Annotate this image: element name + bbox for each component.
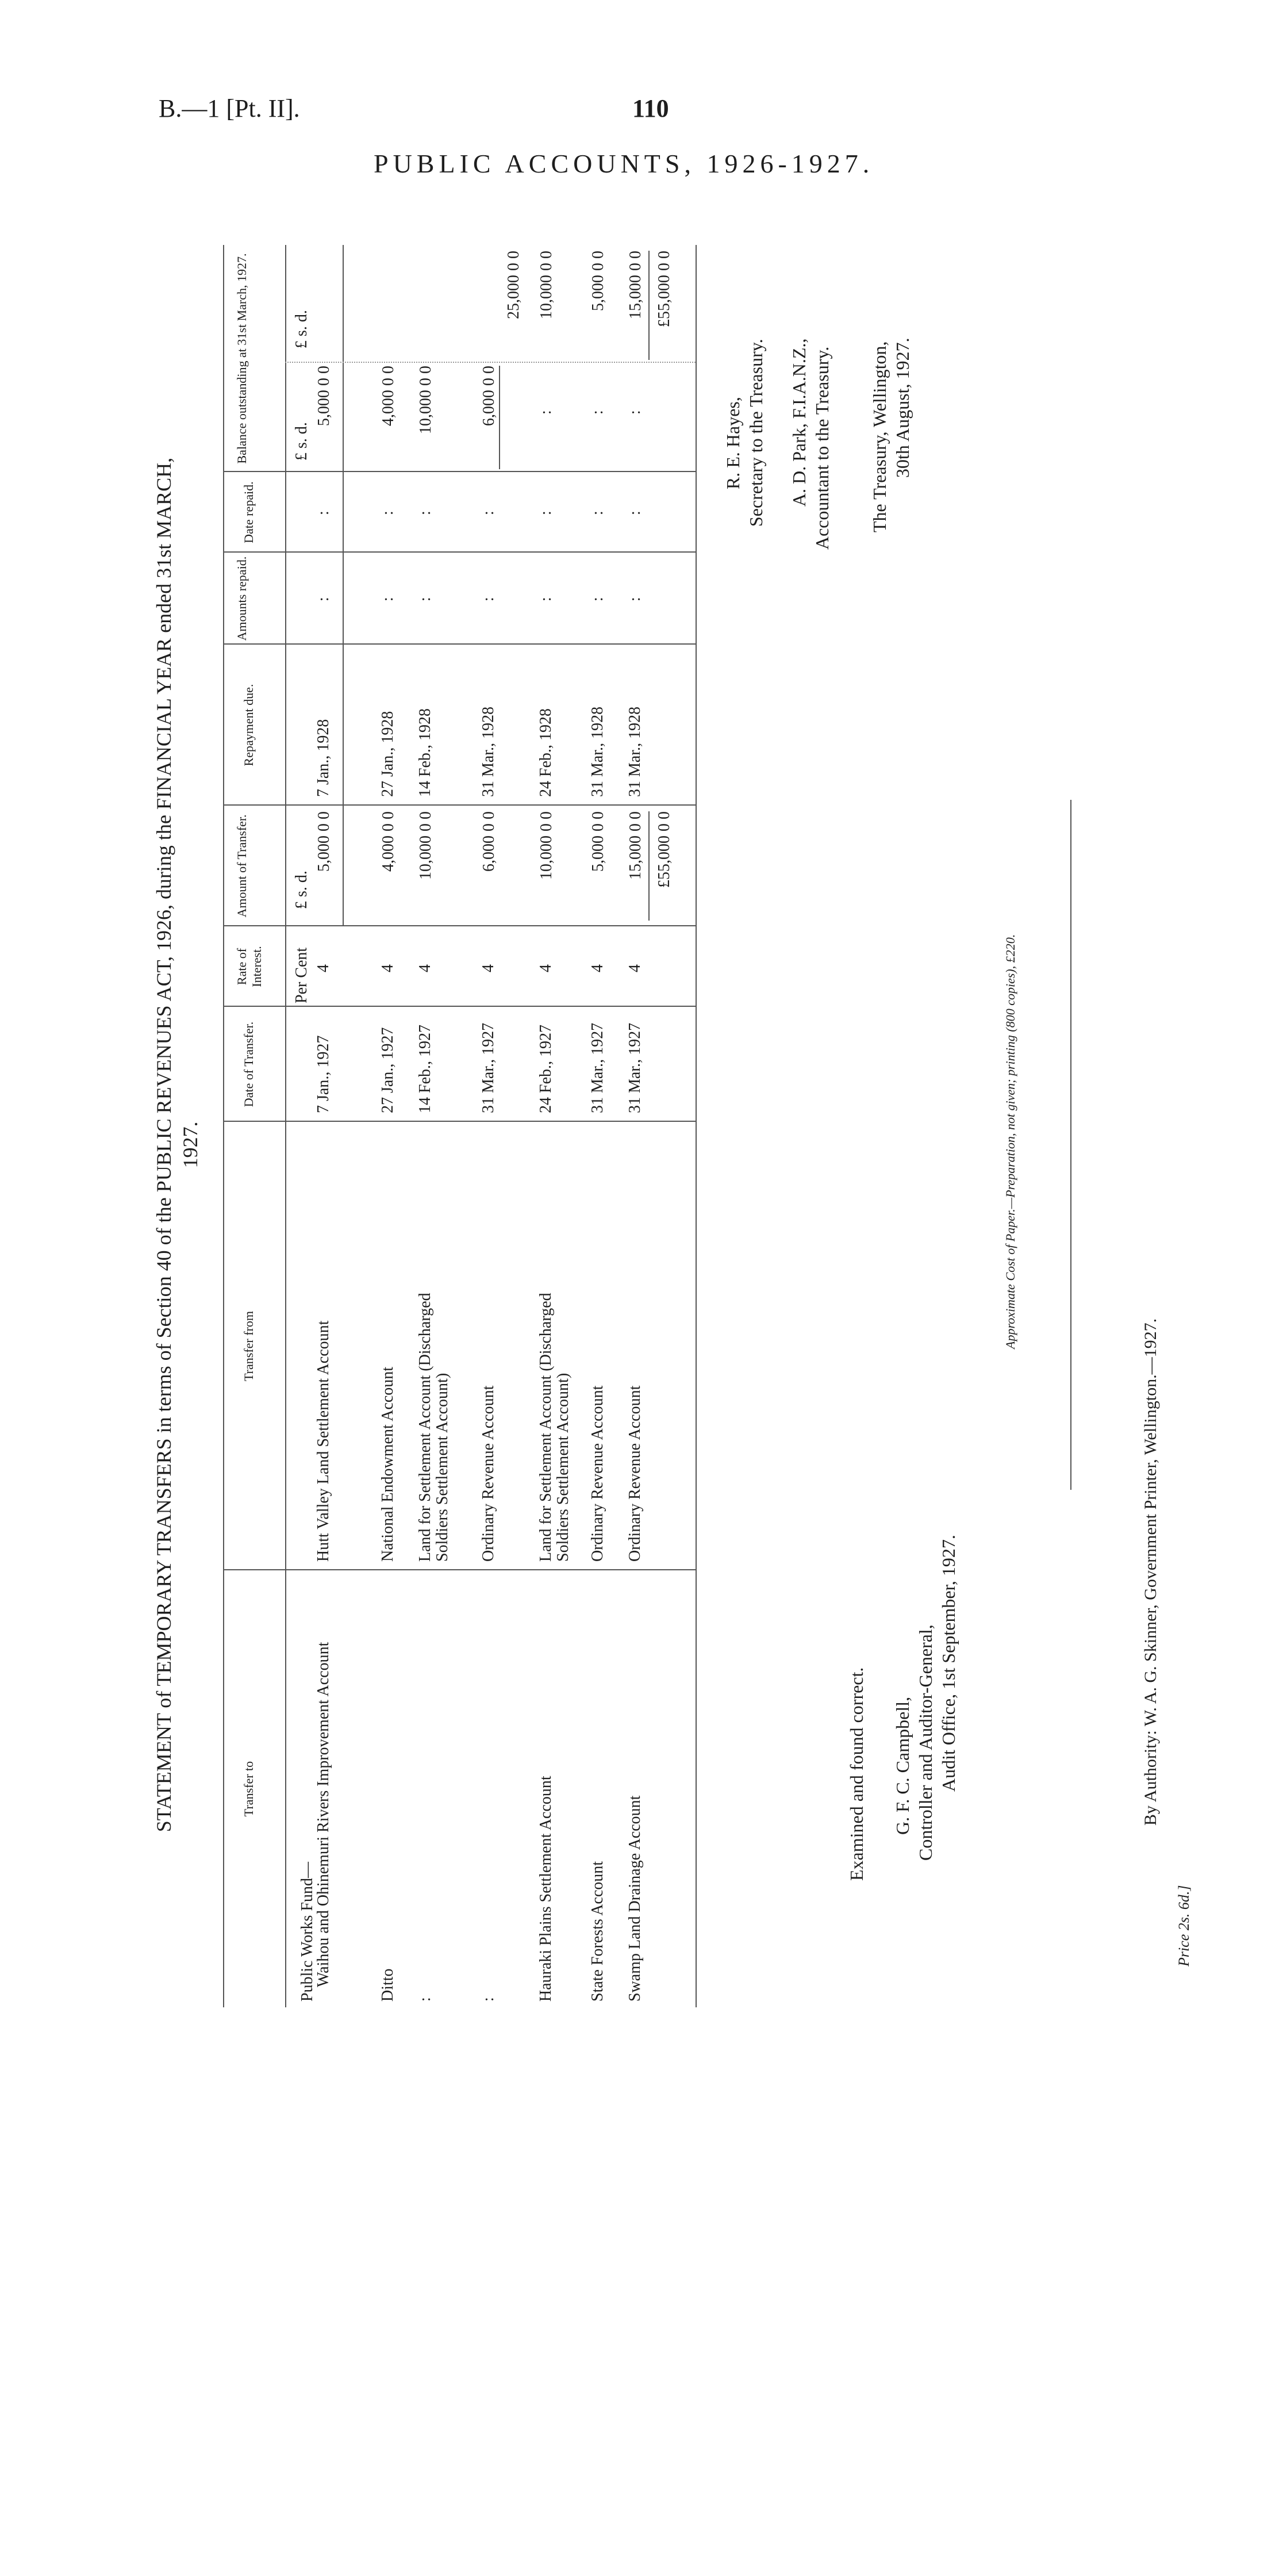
row-4-date-repaid: : [479, 511, 497, 515]
treasury-secretary-title: Secretary to the Treasury. [746, 339, 766, 527]
row-5-amounts-repaid: : [537, 597, 555, 601]
row-4-rate: 4 [479, 964, 497, 972]
header-date-of-transfer: Date of Transfer. [241, 1021, 256, 1107]
statement-title [151, 225, 203, 2065]
total-amount-of-transfer: £55,000 0 0 [655, 811, 673, 888]
price-note: Price 2s. 6d.] [1176, 1885, 1192, 1966]
row-4-transfer-from: Ordinary Revenue Account [479, 1385, 497, 1562]
row-2-date: 27 Jan., 1927 [379, 1027, 397, 1113]
total-rule [648, 811, 650, 921]
row-5-date-repaid: : [537, 511, 555, 515]
row-3-balance: 10,000 0 0 [417, 366, 435, 434]
row-1-date-repaid: : [314, 511, 332, 515]
row-1-amount: 5,000 0 0 [315, 811, 333, 872]
balance-subheader-rule [343, 245, 344, 926]
audit-place-date: Audit Office, 1st September, 1927. [938, 1535, 959, 1792]
row-7-transfer-from: Ordinary Revenue Account [626, 1385, 644, 1562]
row-2-amount: 4,000 0 0 [379, 811, 397, 872]
unit-lsd: £ s. d. [293, 871, 310, 909]
unit-lsd: £ s. d. [293, 310, 310, 348]
audit-examined: Examined and found correct. [846, 1667, 867, 1881]
row-4-date: 31 Mar., 1927 [479, 1022, 497, 1113]
subtotal-rule [499, 366, 500, 469]
header-transfer-from: Transfer from [241, 1311, 256, 1381]
treasury-place: The Treasury, Wellington, [869, 341, 890, 532]
row-7-amounts-repaid: : [626, 597, 644, 601]
row-4-balance-subtotal: 25,000 0 0 [505, 251, 523, 319]
statement-title-line2: 1927. [179, 1121, 202, 1168]
row-6-date: 31 Mar., 1927 [589, 1022, 606, 1113]
row-1-balance: 5,000 0 0 [315, 366, 333, 426]
row-7-transfer-to: Swamp Land Drainage Account [626, 1795, 644, 2002]
header-transfer-to: Transfer to [241, 1761, 256, 1817]
row-3-amounts-repaid: : [416, 597, 434, 601]
cost-note: Approximate Cost of Paper.—Preparation, not given; printing (800 copies), £220. [1003, 934, 1017, 1349]
row-1-transfer-to-detail: Waihou and Ohinemuri Rivers Improvement Account [314, 1642, 332, 1987]
authority-rule [1070, 800, 1071, 1490]
row-3-repayment-due: 14 Feb., 1928 [416, 708, 434, 797]
row-7-balance: : [626, 410, 644, 415]
row-2-transfer-from: National Endowment Account [379, 1366, 397, 1562]
statement-title-line1: STATEMENT of TEMPORARY TRANSFERS in terms of Section 40 of the PUBLIC REVENUES ACT, 1926, during the FINANCIAL YEAR ended 31st MARCH, [152, 457, 175, 1833]
row-6-transfer-to: State Forests Account [589, 1861, 606, 2002]
column-divider [223, 643, 696, 645]
row-4-transfer-to: : [479, 1997, 497, 2002]
row-4-repayment-due: 31 Mar., 1928 [479, 706, 497, 797]
column-divider [223, 1121, 696, 1122]
row-5-date: 24 Feb., 1927 [537, 1025, 555, 1113]
row-1-amounts-repaid: : [314, 597, 332, 601]
header-repayment-due: Repayment due. [241, 684, 256, 766]
printer-authority: By Authority: W. A. G. Skinner, Government Printer, Wellington.—1927. [1141, 1318, 1160, 1826]
column-divider [223, 925, 696, 926]
row-1-date: 7 Jan., 1927 [314, 1035, 332, 1113]
row-6-date-repaid: : [589, 511, 606, 515]
treasury-accountant-title: Accountant to the Treasury. [812, 346, 832, 550]
row-3-amount: 10,000 0 0 [417, 811, 435, 880]
row-7-repayment-due: 31 Mar., 1928 [626, 706, 644, 797]
row-7-balance-subtotal: 15,000 0 0 [627, 251, 644, 319]
header-amounts-repaid: Amounts repaid. [235, 556, 249, 641]
row-6-repayment-due: 31 Mar., 1928 [589, 706, 606, 797]
row-5-repayment-due: 24 Feb., 1928 [537, 708, 555, 797]
row-7-rate: 4 [626, 964, 644, 972]
treasury-secretary-name: R. E. Hayes, [723, 397, 743, 489]
row-2-repayment-due: 27 Jan., 1928 [379, 711, 397, 797]
column-divider [223, 804, 696, 806]
row-6-amount: 5,000 0 0 [589, 811, 607, 872]
paper-reference: B.—1 [Pt. II]. [159, 94, 300, 122]
row-2-amounts-repaid: : [379, 597, 397, 601]
row-6-amounts-repaid: : [589, 597, 606, 601]
row-1-transfer-from: Hutt Valley Land Settlement Account [314, 1320, 332, 1562]
table-bottom-rule [696, 245, 697, 2007]
audit-signatory: G. F. C. Campbell, [892, 1696, 913, 1835]
row-3-rate: 4 [416, 964, 434, 972]
column-divider-dotted [285, 362, 696, 363]
row-7-amount: 15,000 0 0 [627, 811, 644, 880]
row-6-transfer-from: Ordinary Revenue Account [589, 1385, 606, 1562]
rotated-statement-page [0, 225, 1035, 2065]
header-amount-of-transfer: Amount of Transfer. [235, 814, 249, 918]
row-6-balance-subtotal: 5,000 0 0 [589, 251, 607, 311]
column-divider [223, 471, 696, 472]
header-date-repaid: Date repaid. [241, 481, 256, 543]
column-divider [223, 1569, 696, 1570]
row-4-amount: 6,000 0 0 [480, 811, 498, 872]
row-1-rate: 4 [314, 964, 332, 972]
authority-wrapper [1116, 1828, 1139, 2576]
row-1-repayment-due: 7 Jan., 1928 [314, 719, 332, 797]
unit-per-cent: Per Cent [293, 947, 310, 1003]
row-1-transfer-to: Public Works Fund— [298, 1861, 316, 2002]
row-5-balance: : [537, 410, 555, 415]
row-5-balance-subtotal: 10,000 0 0 [537, 251, 555, 319]
audit-title: Controller and Auditor-General, [915, 1624, 936, 1861]
row-2-balance: 4,000 0 0 [379, 366, 397, 426]
row-3-transfer-from: Land for Settlement Account (Discharged Soldiers Settlement Account) [416, 1293, 451, 1562]
treasury-accountant-name: A. D. Park, F.I.A.N.Z., [789, 338, 809, 507]
row-6-rate: 4 [589, 964, 606, 972]
row-4-balance: 6,000 0 0 [480, 366, 498, 426]
treasury-date: 30th August, 1927. [892, 338, 913, 478]
page-number: 110 [632, 94, 669, 122]
running-title: PUBLIC ACCOUNTS, 1926-1927. [374, 149, 874, 178]
row-3-date-repaid: : [416, 511, 434, 515]
row-3-transfer-to: : [416, 1997, 434, 2002]
row-2-date-repaid: : [379, 511, 397, 515]
header-balance-outstanding: Balance outstanding at 31st March, 1927. [235, 253, 249, 464]
column-divider [223, 551, 696, 553]
row-5-amount: 10,000 0 0 [537, 811, 555, 880]
row-4-amounts-repaid: : [479, 597, 497, 601]
column-divider [223, 1006, 696, 1007]
table-top-rule [223, 245, 224, 2007]
row-3-date: 14 Feb., 1927 [416, 1025, 434, 1113]
row-5-rate: 4 [537, 964, 555, 972]
row-5-transfer-to: Hauraki Plains Settlement Account [537, 1776, 555, 2002]
row-2-rate: 4 [379, 964, 397, 972]
row-7-date: 31 Mar., 1927 [626, 1022, 644, 1113]
row-6-balance: : [589, 410, 606, 415]
row-7-date-repaid: : [626, 511, 644, 515]
row-2-transfer-to: Ditto [379, 1968, 397, 2002]
row-5-transfer-from: Land for Settlement Account (Discharged Soldiers Settlement Account) [537, 1293, 572, 1562]
total-balance-outstanding: £55,000 0 0 [655, 251, 673, 327]
table-header-rule [285, 245, 286, 2007]
unit-lsd: £ s. d. [293, 422, 310, 461]
total-rule [648, 251, 650, 360]
header-rate-of-interest: Rate of Interest. [235, 946, 264, 987]
